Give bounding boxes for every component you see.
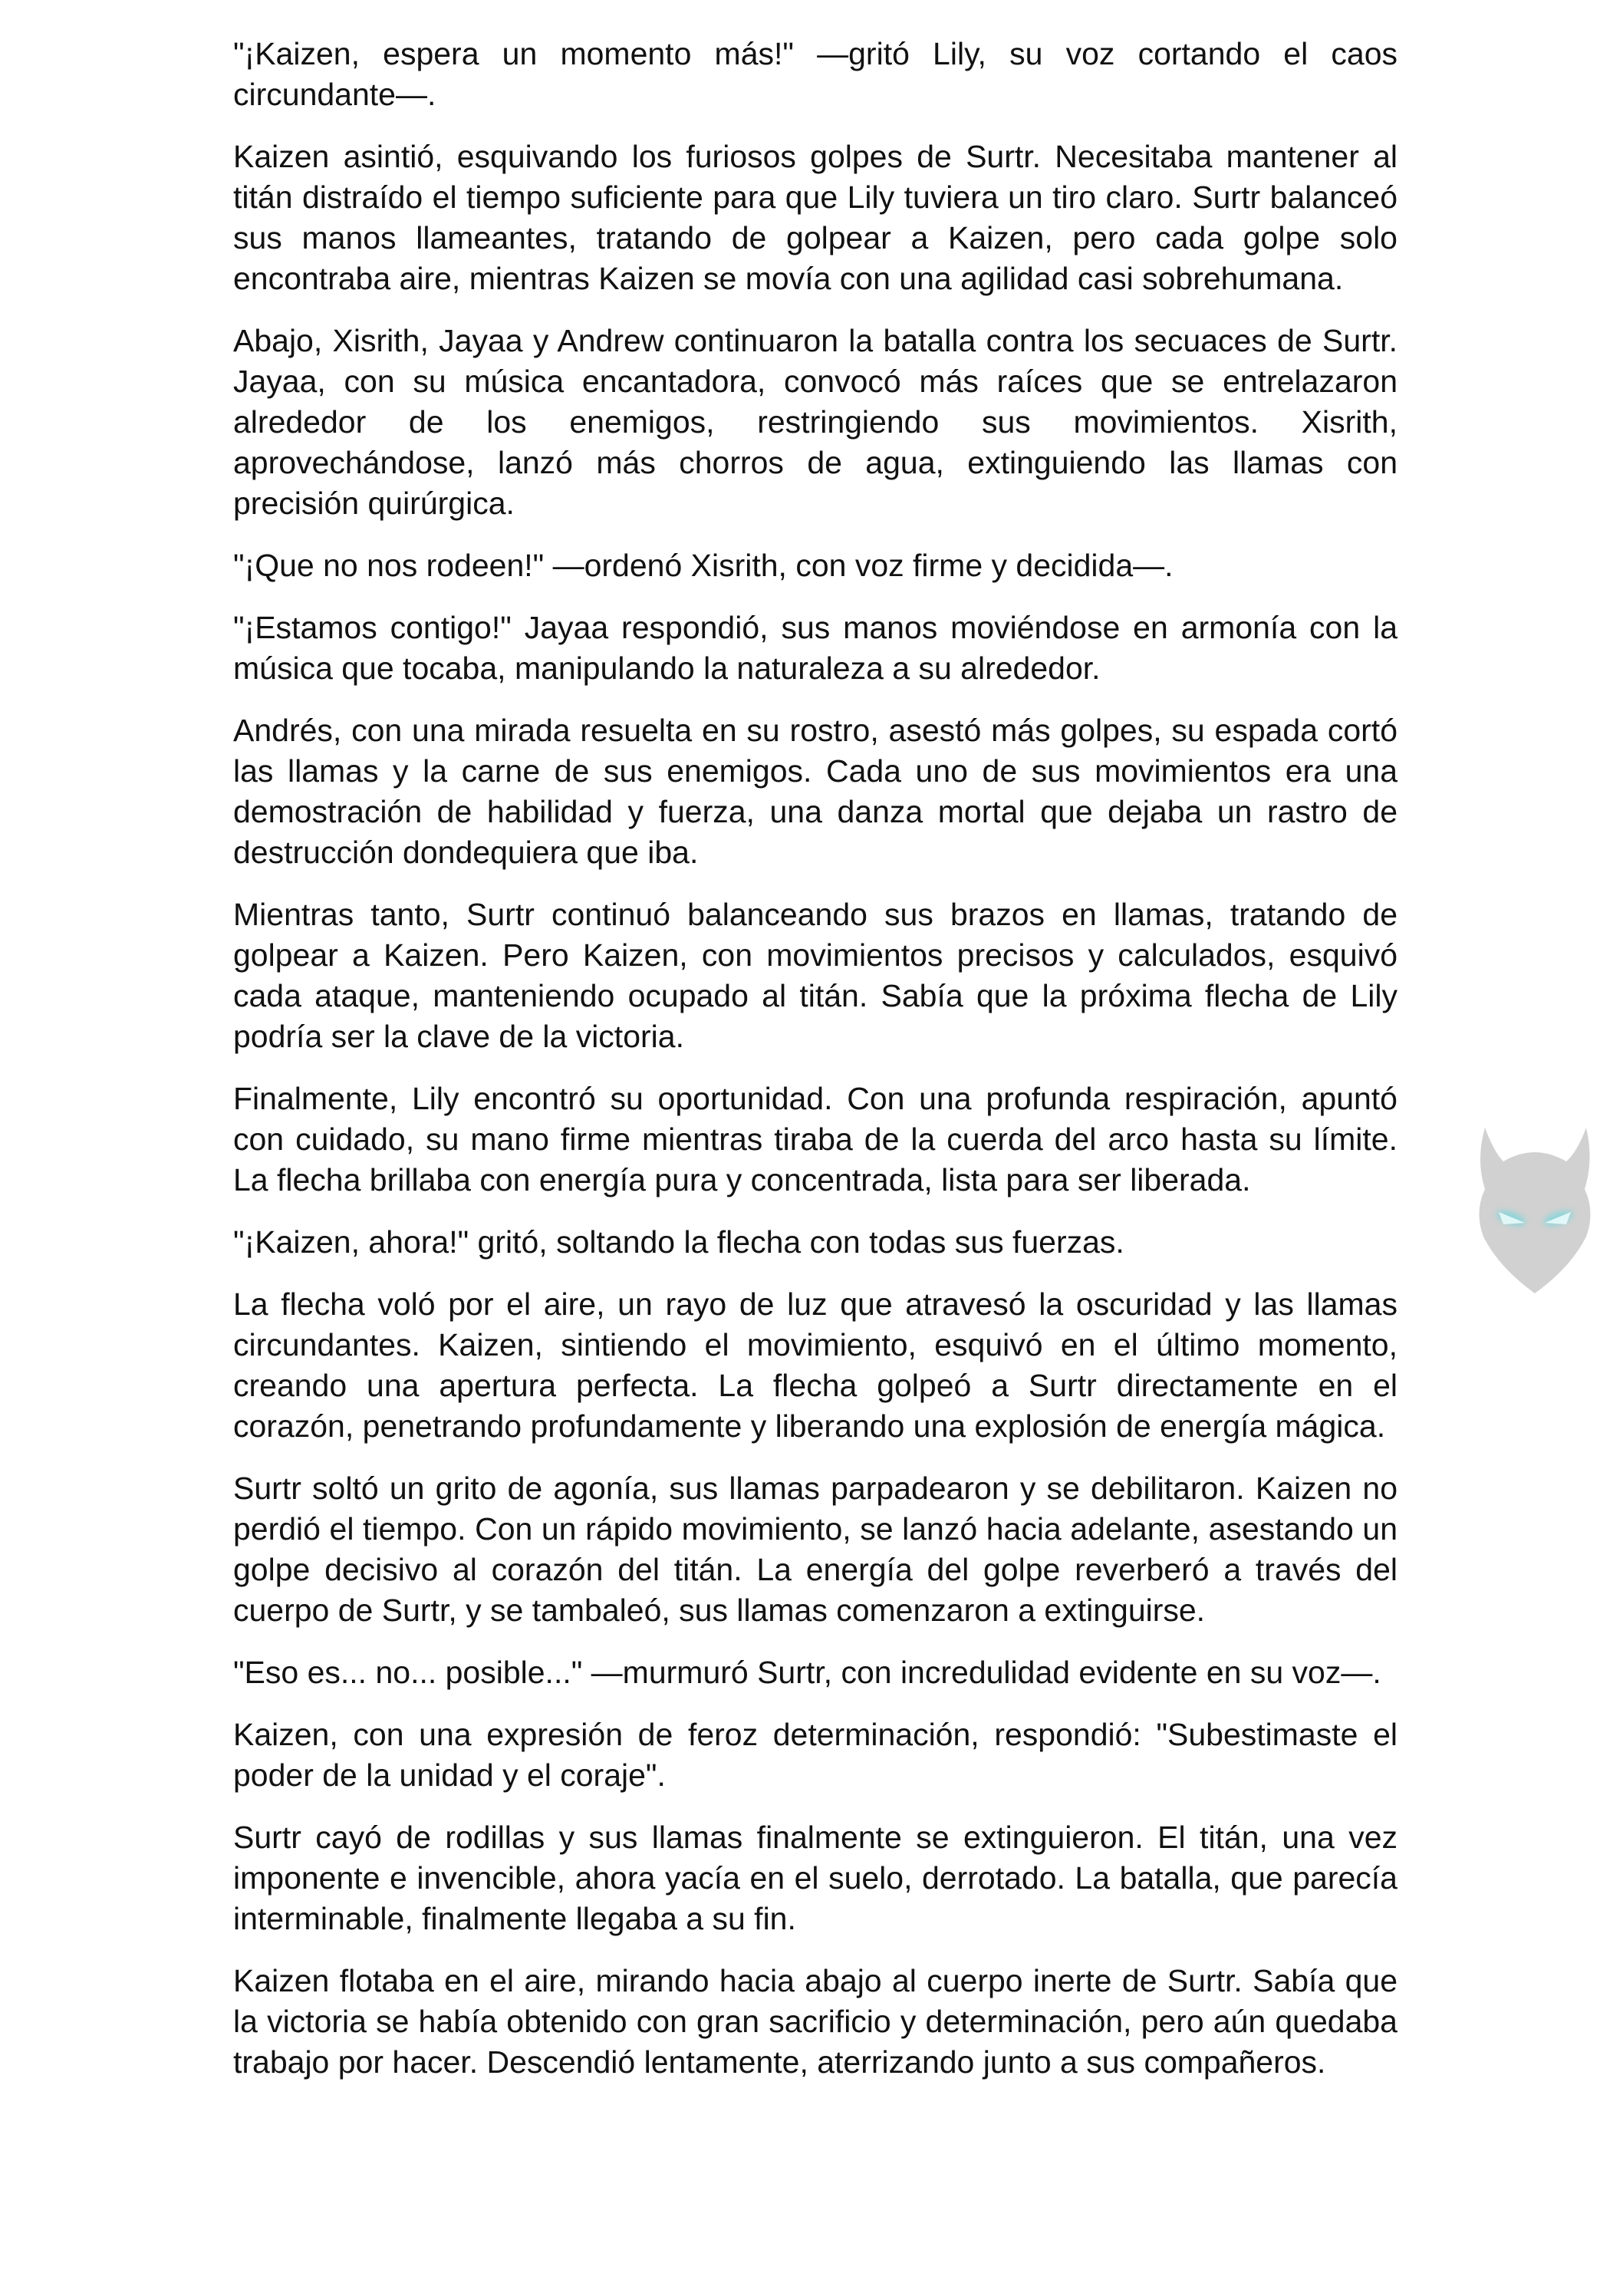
paragraph-2: Kaizen asintió, esquivando los furiosos golpes de Surtr. Necesitaba mantener al titán distraído el tiempo suficiente para que Lily tuviera un tiro claro. Surtr balanceó sus manos llameantes, tratando de golpear a Kaizen, pero cada golpe solo encontraba aire, mientras Kaizen se movía con una agilidad casi sobrehumana. (233, 139, 1397, 296)
paragraph-8: Finalmente, Lily encontró su oportunidad. Con una profunda respiración, apuntó con cuidado, su mano firme mientras tiraba de la cuerda del arco hasta su límite. La flecha brillaba con energía pura y concentrada, lista para ser liberada. (233, 1081, 1397, 1197)
paragraph-13: Kaizen, con una expresión de feroz determinación, respondió: "Subestimaste el poder de la unidad y el coraje". (233, 1717, 1397, 1793)
demon-head-icon (1463, 1122, 1606, 1296)
paragraph-10: La flecha voló por el aire, un rayo de luz que atravesó la oscuridad y las llamas circundantes. Kaizen, sintiendo el movimiento, esquivó en el último momento, creando una apertura perfecta. La flecha golpeó a Surtr directamente en el corazón, penetrando profundamente y liberando una explosión de energía mágica. (233, 1286, 1397, 1444)
paragraph-1: "¡Kaizen, espera un momento más!" —gritó Lily, su voz cortando el caos circundante—. (233, 36, 1397, 112)
paragraph-9: "¡Kaizen, ahora!" gritó, soltando la flecha con todas sus fuerzas. (233, 1224, 1124, 1260)
paragraph-12: "Eso es... no... posible..." —murmuró Surtr, con incredulidad evidente en su voz—. (233, 1655, 1381, 1690)
paragraph-11: Surtr soltó un grito de agonía, sus llamas parpadearon y se debilitaron. Kaizen no perdió el tiempo. Con un rápido movimiento, se lanzó hacia adelante, asestando un golpe decisivo al corazón del titán. La energía del golpe reverberó a través del cuerpo de Surtr, y se tambaleó, sus llamas comenzaron a extinguirse. (233, 1471, 1397, 1628)
paragraph-4: "¡Que no nos rodeen!" —ordenó Xisrith, con voz firme y decidida—. (233, 548, 1174, 583)
paragraph-14: Surtr cayó de rodillas y sus llamas finalmente se extinguieron. El titán, una vez imponente e invencible, ahora yacía en el suelo, derrotado. La batalla, que parecía interminable, finalmente llegaba a su fin. (233, 1820, 1397, 1936)
paragraph-6: Andrés, con una mirada resuelta en su rostro, asestó más golpes, su espada cortó las llamas y la carne de sus enemigos. Cada uno de sus movimientos era una demostración de habilidad y fuerza, una danza mortal que dejaba un rastro de destrucción dondequiera que iba. (233, 713, 1397, 870)
demon-head-shape (1479, 1128, 1590, 1293)
document-page (233, 34, 1397, 2104)
paragraph-7: Mientras tanto, Surtr continuó balanceando sus brazos en llamas, tratando de golpear a Kaizen. Pero Kaizen, con movimientos precisos y calculados, esquivó cada ataque, manteniendo ocupado al titán. Sabía que la próxima flecha de Lily podría ser la clave de la victoria. (233, 897, 1397, 1054)
paragraph-5: "¡Estamos contigo!" Jayaa respondió, sus manos moviéndose en armonía con la música que tocaba, manipulando la naturaleza a su alrededor. (233, 610, 1397, 686)
paragraph-15: Kaizen flotaba en el aire, mirando hacia abajo al cuerpo inerte de Surtr. Sabía que la victoria se había obtenido con gran sacrificio y determinación, pero aún quedaba trabajo por hacer. Descendió lentamente, aterrizando junto a sus compañeros. (233, 1963, 1397, 2080)
paragraph-3: Abajo, Xisrith, Jayaa y Andrew continuaron la batalla contra los secuaces de Surtr. Jayaa, con su música encantadora, convocó más raíces que se entrelazaron alrededor de los enemigos, restringiendo sus movimientos. Xisrith, aprovechándose, lanzó más chorros de agua, extinguiendo las llamas con precisión quirúrgica. (233, 323, 1397, 521)
